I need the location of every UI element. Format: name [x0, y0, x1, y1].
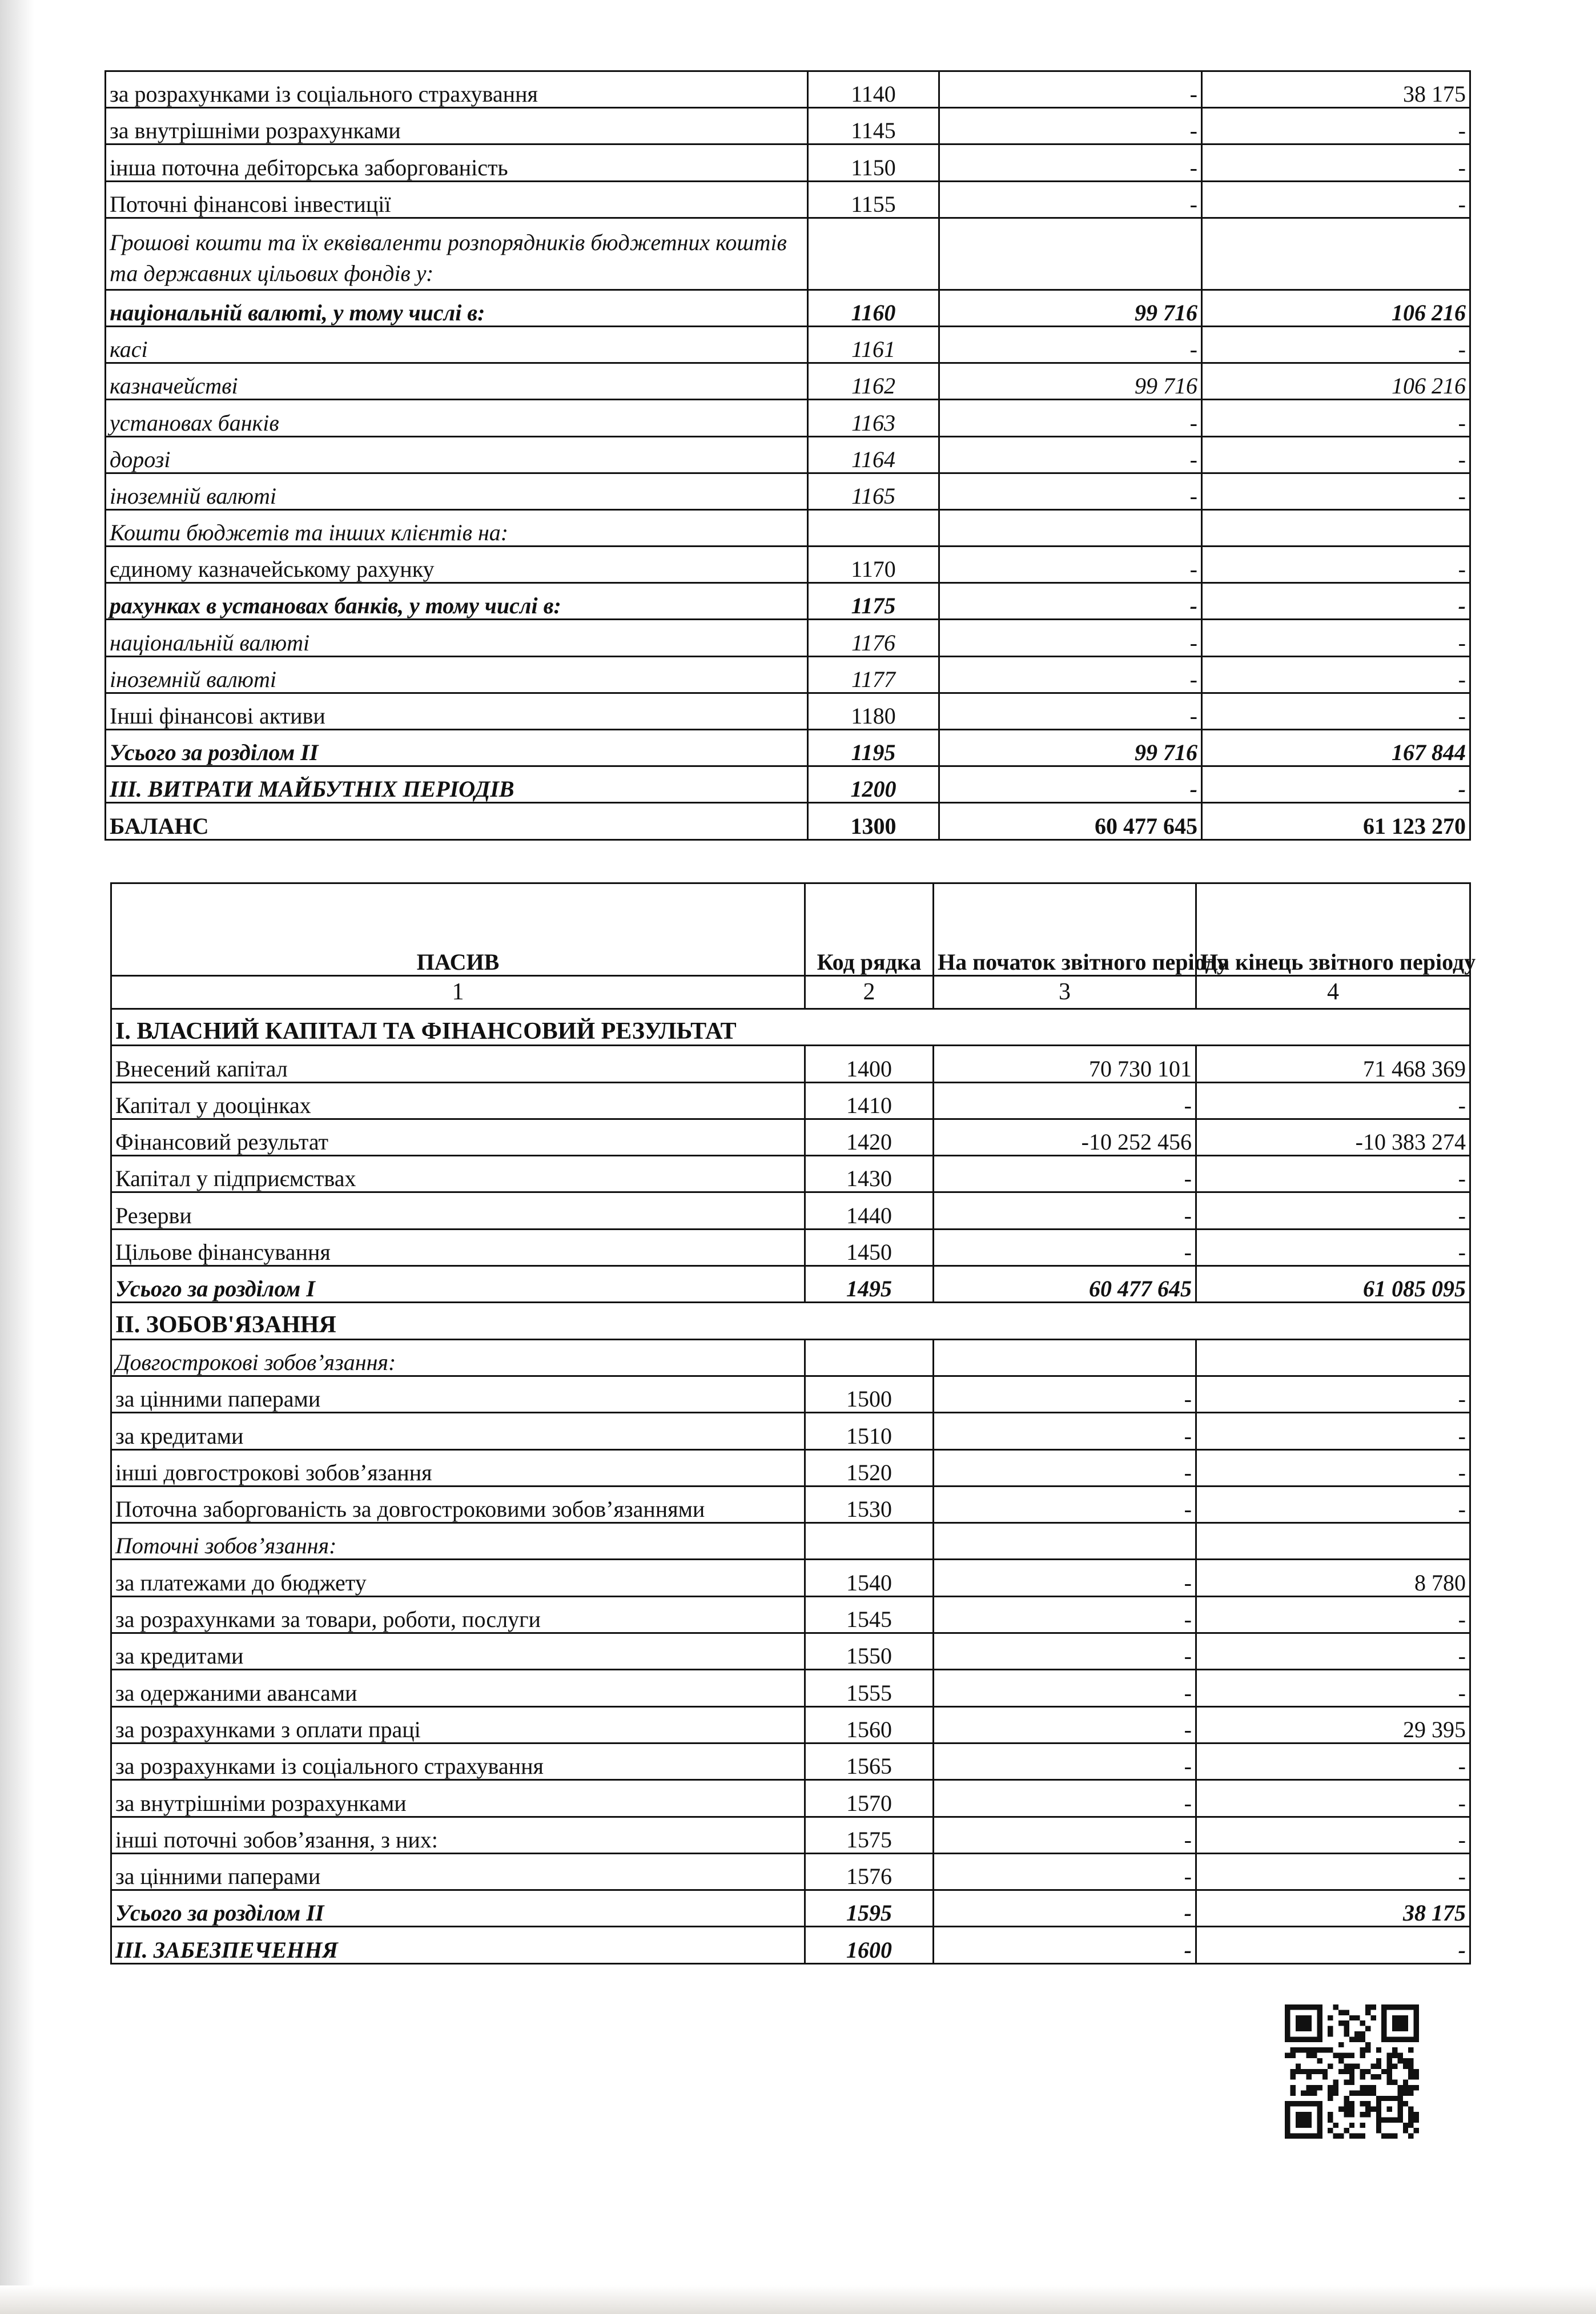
liability-row: [111, 1009, 1470, 1046]
row-label: рахунках в установах банків, у тому числі в:: [106, 583, 808, 620]
value-period-end: -: [1202, 108, 1470, 144]
value-period-end: -10 383 274: [1196, 1119, 1470, 1155]
row-label: установах банків: [106, 400, 808, 436]
value-period-start: -: [939, 144, 1202, 181]
row-label: за цінними паперами: [111, 1853, 805, 1890]
row-code: 1145: [808, 108, 939, 144]
row-code: 1575: [805, 1817, 934, 1853]
value-period-end: 38 175: [1196, 1890, 1470, 1927]
row-label: за платежами до бюджету: [111, 1560, 805, 1596]
asset-row: [106, 71, 1470, 108]
liability-row: [111, 1817, 1470, 1853]
value-period-end: [1202, 509, 1470, 546]
value-period-start: -: [939, 473, 1202, 509]
row-label: III. ВИТРАТИ МАЙБУТНІХ ПЕРІОДІВ: [106, 766, 808, 803]
header-period-end: На кінець звітного періоду: [1196, 883, 1470, 976]
value-period-start: -: [939, 326, 1202, 363]
liability-row: [111, 1082, 1470, 1119]
value-period-end: [1196, 1523, 1470, 1560]
row-label: касі: [106, 326, 808, 363]
value-period-start: 99 716: [939, 363, 1202, 400]
value-period-end: -: [1196, 1156, 1470, 1192]
row-label: за розрахунками з оплати праці: [111, 1706, 805, 1743]
liability-row: [111, 1303, 1470, 1339]
row-label: Капітал у дооцінках: [111, 1082, 805, 1119]
value-period-start: -: [939, 71, 1202, 108]
row-code: 1570: [805, 1780, 934, 1817]
row-code: 1430: [805, 1156, 934, 1192]
row-label: Цільове фінансування: [111, 1229, 805, 1266]
row-label: казначействі: [106, 363, 808, 400]
row-label: Поточні зобов’язання:: [111, 1523, 805, 1560]
value-period-start: [934, 1339, 1196, 1376]
row-label: Поточні фінансові інвестиції: [106, 181, 808, 218]
row-label: Інші фінансові активи: [106, 693, 808, 729]
value-period-end: -: [1196, 1413, 1470, 1449]
value-period-start: -: [934, 1376, 1196, 1412]
value-period-end: -: [1196, 1633, 1470, 1670]
value-period-start: -: [934, 1413, 1196, 1449]
row-label: за розрахунками за товари, роботи, послуги: [111, 1596, 805, 1633]
value-period-end: [1202, 218, 1470, 290]
asset-row: [106, 181, 1470, 218]
value-period-start: -: [934, 1156, 1196, 1192]
row-code: 1495: [805, 1266, 934, 1303]
asset-row: [106, 766, 1470, 803]
row-code: 1163: [808, 400, 939, 436]
value-period-start: -: [939, 108, 1202, 144]
asset-row: [106, 693, 1470, 729]
liability-row: [111, 1486, 1470, 1522]
row-label: інші довгострокові зобов’язання: [111, 1449, 805, 1486]
value-period-end: -: [1196, 1743, 1470, 1779]
column-number-2: 2: [805, 976, 934, 1009]
value-period-start: -: [934, 1670, 1196, 1706]
row-code: 1165: [808, 473, 939, 509]
row-label: Довгострокові зобов’язання:: [111, 1339, 805, 1376]
row-code: 1400: [805, 1046, 934, 1082]
section-heading: I. ВЛАСНИЙ КАПІТАЛ ТА ФІНАНСОВИЙ РЕЗУЛЬТАТ: [111, 1009, 1470, 1046]
liability-row: [111, 1523, 1470, 1560]
liability-row: [111, 1853, 1470, 1890]
value-period-end: -: [1202, 436, 1470, 473]
row-code: 1155: [808, 181, 939, 218]
row-code: 1550: [805, 1633, 934, 1670]
row-code: 1140: [808, 71, 939, 108]
value-period-end: -: [1196, 1376, 1470, 1412]
value-period-end: 61 085 095: [1196, 1266, 1470, 1303]
value-period-start: -: [934, 1596, 1196, 1633]
liability-row: [111, 1339, 1470, 1376]
row-code: 1560: [805, 1706, 934, 1743]
row-label: за цінними паперами: [111, 1376, 805, 1412]
liability-row: [111, 1706, 1470, 1743]
value-period-end: -: [1202, 400, 1470, 436]
row-label: Усього за розділом II: [111, 1890, 805, 1927]
row-label: іноземній валюті: [106, 473, 808, 509]
value-period-end: -: [1196, 1596, 1470, 1633]
liability-row: [111, 1266, 1470, 1303]
asset-row: [106, 547, 1470, 583]
row-label: Грошові кошти та їх еквіваленти розпорядників бюджетних коштів та державних цільових фондів у:: [106, 218, 808, 290]
row-code: 1160: [808, 290, 939, 326]
liability-row: [111, 1890, 1470, 1927]
row-code: 1162: [808, 363, 939, 400]
row-code: 1175: [808, 583, 939, 620]
row-code: 1450: [805, 1229, 934, 1266]
row-label: національній валюті: [106, 620, 808, 656]
row-code: 1410: [805, 1082, 934, 1119]
liability-row: [111, 1413, 1470, 1449]
value-period-start: [939, 509, 1202, 546]
row-code: 1300: [808, 803, 939, 839]
row-code: 1170: [808, 547, 939, 583]
row-label: за внутрішніми розрахунками: [111, 1780, 805, 1817]
row-code: 1500: [805, 1376, 934, 1412]
row-label: Усього за розділом I: [111, 1266, 805, 1303]
value-period-end: -: [1196, 1670, 1470, 1706]
value-period-start: -: [934, 1890, 1196, 1927]
row-code: 1576: [805, 1853, 934, 1890]
asset-row: [106, 363, 1470, 400]
row-label: іноземній валюті: [106, 656, 808, 693]
row-label: за одержаними авансами: [111, 1670, 805, 1706]
row-label: дорозі: [106, 436, 808, 473]
row-label: інша поточна дебіторська заборгованість: [106, 144, 808, 181]
liability-row: [111, 1596, 1470, 1633]
column-number-1: 1: [111, 976, 805, 1009]
value-period-start: -: [934, 1817, 1196, 1853]
liability-row: [111, 1119, 1470, 1155]
row-code: 1555: [805, 1670, 934, 1706]
asset-row: [106, 620, 1470, 656]
assets-table-body: [106, 71, 1470, 840]
value-period-start: -: [939, 547, 1202, 583]
value-period-start: -: [934, 1633, 1196, 1670]
row-code: [808, 509, 939, 546]
value-period-end: -: [1202, 766, 1470, 803]
value-period-start: 99 716: [939, 730, 1202, 766]
value-period-end: 106 216: [1202, 290, 1470, 326]
asset-row: [106, 218, 1470, 290]
row-label: за кредитами: [111, 1633, 805, 1670]
asset-row: [106, 730, 1470, 766]
value-period-start: -: [939, 181, 1202, 218]
value-period-start: -: [939, 436, 1202, 473]
value-period-start: -: [939, 620, 1202, 656]
row-label: інші поточні зобов’язання, з них:: [111, 1817, 805, 1853]
value-period-end: -: [1196, 1486, 1470, 1522]
header-row-code: Код рядка: [805, 883, 934, 976]
row-label: III. ЗАБЕЗПЕЧЕННЯ: [111, 1927, 805, 1963]
liability-row: [111, 1449, 1470, 1486]
row-label: БАЛАНС: [106, 803, 808, 839]
column-number-row: [111, 976, 1470, 1009]
row-code: 1180: [808, 693, 939, 729]
asset-row: [106, 803, 1470, 839]
value-period-end: 71 468 369: [1196, 1046, 1470, 1082]
value-period-start: -: [934, 1743, 1196, 1779]
value-period-start: -: [939, 693, 1202, 729]
asset-row: [106, 656, 1470, 693]
asset-row: [106, 583, 1470, 620]
row-label: за розрахунками із соціального страхування: [111, 1743, 805, 1779]
value-period-end: -: [1202, 144, 1470, 181]
row-code: 1200: [808, 766, 939, 803]
row-code: 1545: [805, 1596, 934, 1633]
value-period-end: 106 216: [1202, 363, 1470, 400]
liability-row: [111, 1046, 1470, 1082]
value-period-end: 29 395: [1196, 1706, 1470, 1743]
row-code: 1510: [805, 1413, 934, 1449]
value-period-start: -: [934, 1486, 1196, 1522]
asset-row: [106, 290, 1470, 326]
asset-row: [106, 473, 1470, 509]
row-label: Поточна заборгованість за довгостроковими зобов’язаннями: [111, 1486, 805, 1522]
row-label: за розрахунками із соціального страхування: [106, 71, 808, 108]
row-label: Внесений капітал: [111, 1046, 805, 1082]
liability-row: [111, 1927, 1470, 1963]
value-period-end: 167 844: [1202, 730, 1470, 766]
row-label: Усього за розділом II: [106, 730, 808, 766]
row-code: 1176: [808, 620, 939, 656]
value-period-end: -: [1196, 1853, 1470, 1890]
column-number-4: 4: [1196, 976, 1470, 1009]
liabilities-table: [110, 882, 1476, 1965]
value-period-start: -: [939, 766, 1202, 803]
row-code: 1164: [808, 436, 939, 473]
value-period-start: -: [934, 1229, 1196, 1266]
value-period-end: -: [1202, 326, 1470, 363]
liability-row: [111, 1633, 1470, 1670]
asset-row: [106, 436, 1470, 473]
liability-row: [111, 1743, 1470, 1779]
liability-row: [111, 1229, 1470, 1266]
row-label: за кредитами: [111, 1413, 805, 1449]
asset-row: [106, 509, 1470, 546]
value-period-start: -: [939, 583, 1202, 620]
page-bottom-shadow: [0, 2285, 1596, 2314]
row-code: 1195: [808, 730, 939, 766]
value-period-end: -: [1202, 693, 1470, 729]
row-code: 1565: [805, 1743, 934, 1779]
value-period-end: -: [1196, 1082, 1470, 1119]
column-number-3: 3: [934, 976, 1196, 1009]
row-code: 1440: [805, 1192, 934, 1229]
value-period-end: -: [1202, 656, 1470, 693]
asset-row: [106, 108, 1470, 144]
value-period-end: 61 123 270: [1202, 803, 1470, 839]
value-period-end: [1196, 1339, 1470, 1376]
row-code: 1595: [805, 1890, 934, 1927]
value-period-end: 8 780: [1196, 1560, 1470, 1596]
row-label: за внутрішніми розрахунками: [106, 108, 808, 144]
value-period-end: -: [1196, 1192, 1470, 1229]
liability-row: [111, 1560, 1470, 1596]
value-period-start: -: [934, 1192, 1196, 1229]
row-label: єдиному казначейському рахунку: [106, 547, 808, 583]
row-code: 1540: [805, 1560, 934, 1596]
row-code: [805, 1523, 934, 1560]
value-period-start: 70 730 101: [934, 1046, 1196, 1082]
liabilities-header-row: [111, 883, 1470, 976]
liabilities-table-body: [111, 1009, 1470, 1964]
value-period-start: -: [934, 1927, 1196, 1963]
row-label: Капітал у підприємствах: [111, 1156, 805, 1192]
value-period-start: [939, 218, 1202, 290]
header-pasyv: ПАСИВ: [111, 883, 805, 976]
value-period-end: -: [1202, 583, 1470, 620]
value-period-start: -: [934, 1780, 1196, 1817]
row-label: Резерви: [111, 1192, 805, 1229]
value-period-end: -: [1202, 620, 1470, 656]
value-period-start: -: [939, 656, 1202, 693]
value-period-end: 38 175: [1202, 71, 1470, 108]
page-edge-shadow: [0, 0, 34, 2314]
row-label: національній валюті, у тому числі в:: [106, 290, 808, 326]
asset-row: [106, 144, 1470, 181]
liability-row: [111, 1376, 1470, 1412]
section-heading: II. ЗОБОВ'ЯЗАННЯ: [111, 1303, 1470, 1339]
value-period-end: -: [1196, 1449, 1470, 1486]
row-label: Кошти бюджетів та інших клієнтів на:: [106, 509, 808, 546]
value-period-start: -: [934, 1706, 1196, 1743]
value-period-start: -: [939, 400, 1202, 436]
value-period-start: 60 477 645: [939, 803, 1202, 839]
value-period-end: -: [1202, 473, 1470, 509]
row-code: 1177: [808, 656, 939, 693]
row-code: 1420: [805, 1119, 934, 1155]
row-label: Фінансовий результат: [111, 1119, 805, 1155]
liability-row: [111, 1156, 1470, 1192]
value-period-end: -: [1196, 1229, 1470, 1266]
row-code: 1161: [808, 326, 939, 363]
row-code: 1520: [805, 1449, 934, 1486]
value-period-start: -: [934, 1853, 1196, 1890]
value-period-start: -10 252 456: [934, 1119, 1196, 1155]
qr-code-icon: [1285, 2004, 1419, 2139]
liability-row: [111, 1780, 1470, 1817]
value-period-end: -: [1202, 181, 1470, 218]
liability-row: [111, 1192, 1470, 1229]
value-period-end: -: [1196, 1817, 1470, 1853]
assets-table: [104, 70, 1471, 841]
value-period-end: -: [1202, 547, 1470, 583]
value-period-start: [934, 1523, 1196, 1560]
row-code: [805, 1339, 934, 1376]
value-period-end: -: [1196, 1927, 1470, 1963]
value-period-start: 99 716: [939, 290, 1202, 326]
value-period-end: -: [1196, 1780, 1470, 1817]
value-period-start: -: [934, 1560, 1196, 1596]
row-code: 1530: [805, 1486, 934, 1522]
liability-row: [111, 1670, 1470, 1706]
asset-row: [106, 326, 1470, 363]
row-code: 1150: [808, 144, 939, 181]
value-period-start: -: [934, 1449, 1196, 1486]
header-period-start: На початок звітного періоду: [934, 883, 1196, 976]
value-period-start: -: [934, 1082, 1196, 1119]
value-period-start: 60 477 645: [934, 1266, 1196, 1303]
asset-row: [106, 400, 1470, 436]
row-code: [808, 218, 939, 290]
row-code: 1600: [805, 1927, 934, 1963]
